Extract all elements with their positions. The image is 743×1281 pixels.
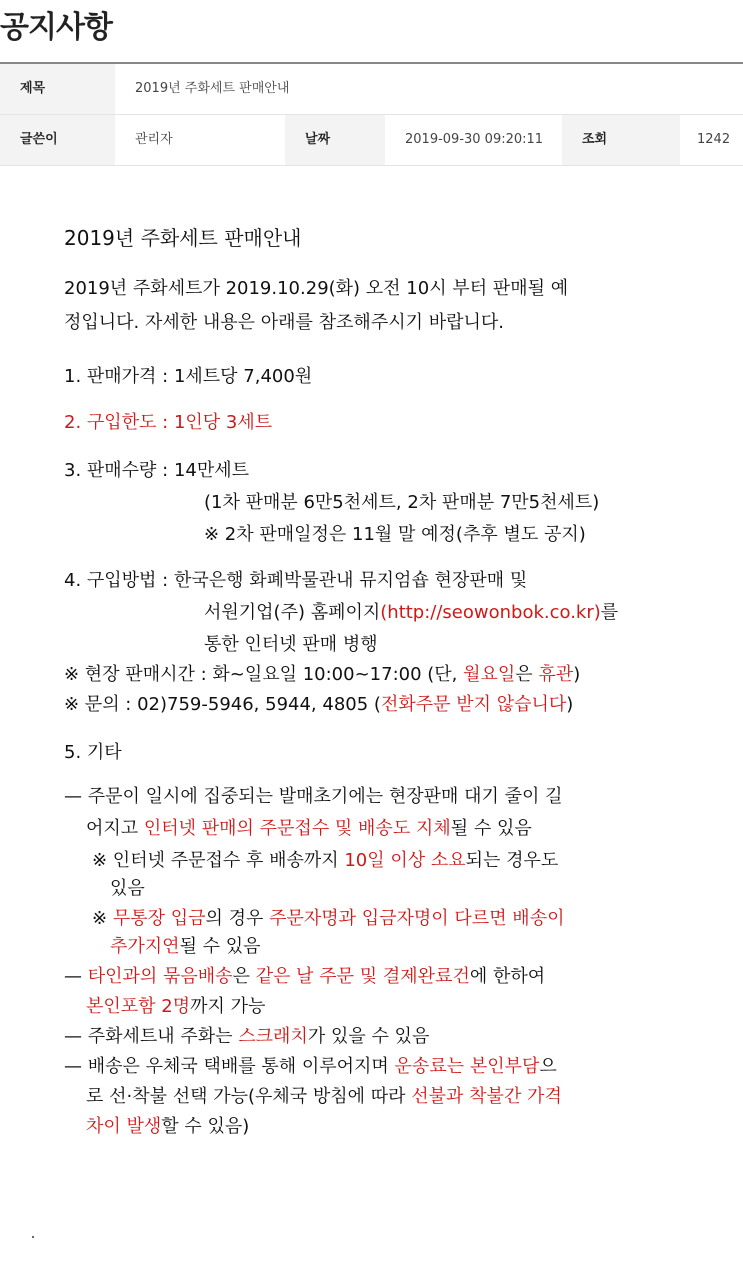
item-method-1: 4. 구입방법 : 한국은행 화폐박물관내 뮤지엄숍 현장판매 및 <box>64 570 528 591</box>
item-method-2: 서원기업(주) 홈페이지(http://seowonbok.co.kr)를 <box>204 602 619 623</box>
page-title: 공지사항 <box>0 10 112 45</box>
etc-1-line-4: 있음 <box>110 878 145 899</box>
homepage-link[interactable]: (http://seowonbok.co.kr) <box>380 602 601 623</box>
item-quantity: 3. 판매수량 : 14만세트 <box>64 460 250 481</box>
item-etc: 5. 기타 <box>64 742 122 763</box>
etc-2-line-2: 본인포함 2명까지 가능 <box>86 996 266 1017</box>
intro-line-2: 정입니다. 자세한 내용은 아래를 참조해주시기 바랍니다. <box>64 312 504 333</box>
author-value: 관리자 <box>135 132 173 147</box>
etc-1-line-3: ※ 인터넷 주문접수 후 배송까지 10일 이상 소요되는 경우도 <box>92 850 559 871</box>
etc-1-line-5: ※ 무통장 입금의 경우 주문자명과 입금자명이 다르면 배송이 <box>92 908 565 929</box>
item-quantity-note: ※ 2차 판매일정은 11월 말 예정(추후 별도 공지) <box>204 524 586 545</box>
item-method-3: 통한 인터넷 판매 병행 <box>204 634 378 655</box>
etc-4-line-2: 로 선·착불 선택 가능(우체국 방침에 따라 선불과 착불간 가격 <box>86 1086 562 1107</box>
views-label: 조회 <box>562 115 680 165</box>
etc-1-line-6: 추가지연될 수 있음 <box>110 936 261 957</box>
item-limit: 2. 구입한도 : 1인당 3세트 <box>64 412 273 433</box>
notice-heading: 2019년 주화세트 판매안내 <box>64 226 302 250</box>
etc-4-line-3: 차이 발생할 수 있음) <box>86 1116 250 1137</box>
inquiry: ※ 문의 : 02)759-5946, 5944, 4805 (전화주문 받지 않습니다) <box>64 694 574 715</box>
post-title: 2019년 주화세트 판매안내 <box>135 81 290 96</box>
date-value: 2019-09-30 09:20:11 <box>405 132 544 147</box>
etc-4-line-1: — 배송은 우체국 택배를 통해 이루어지며 운송료는 본인부담으 <box>64 1056 557 1077</box>
item-quantity-detail: (1차 판매분 6만5천세트, 2차 판매분 7만5천세트) <box>204 492 600 513</box>
date-label: 날짜 <box>285 115 385 165</box>
author-label: 글쓴이 <box>0 115 115 165</box>
item-price: 1. 판매가격 : 1세트당 7,400원 <box>64 366 313 387</box>
etc-2-line-1: — 타인과의 묶음배송은 같은 날 주문 및 결제완료건에 한하여 <box>64 966 546 987</box>
post-meta-table <box>0 62 743 147</box>
etc-3: — 주화세트내 주화는 스크래치가 있을 수 있음 <box>64 1026 430 1047</box>
views-value: 1242 <box>697 132 731 147</box>
stray-dot <box>32 1236 34 1238</box>
meta-row-title <box>0 64 743 115</box>
title-label: 제목 <box>0 64 115 114</box>
sales-hours: ※ 현장 판매시간 : 화~일요일 10:00~17:00 (단, 월요일은 휴관) <box>64 664 581 685</box>
etc-1-line-1: — 주문이 일시에 집중되는 발매초기에는 현장판매 대기 줄이 길 <box>64 786 563 807</box>
intro-line-1: 2019년 주화세트가 2019.10.29(화) 오전 10시 부터 판매될 예 <box>64 278 569 299</box>
meta-row-info <box>0 115 743 166</box>
etc-1-line-2: 어지고 인터넷 판매의 주문접수 및 배송도 지체될 수 있음 <box>86 818 532 839</box>
